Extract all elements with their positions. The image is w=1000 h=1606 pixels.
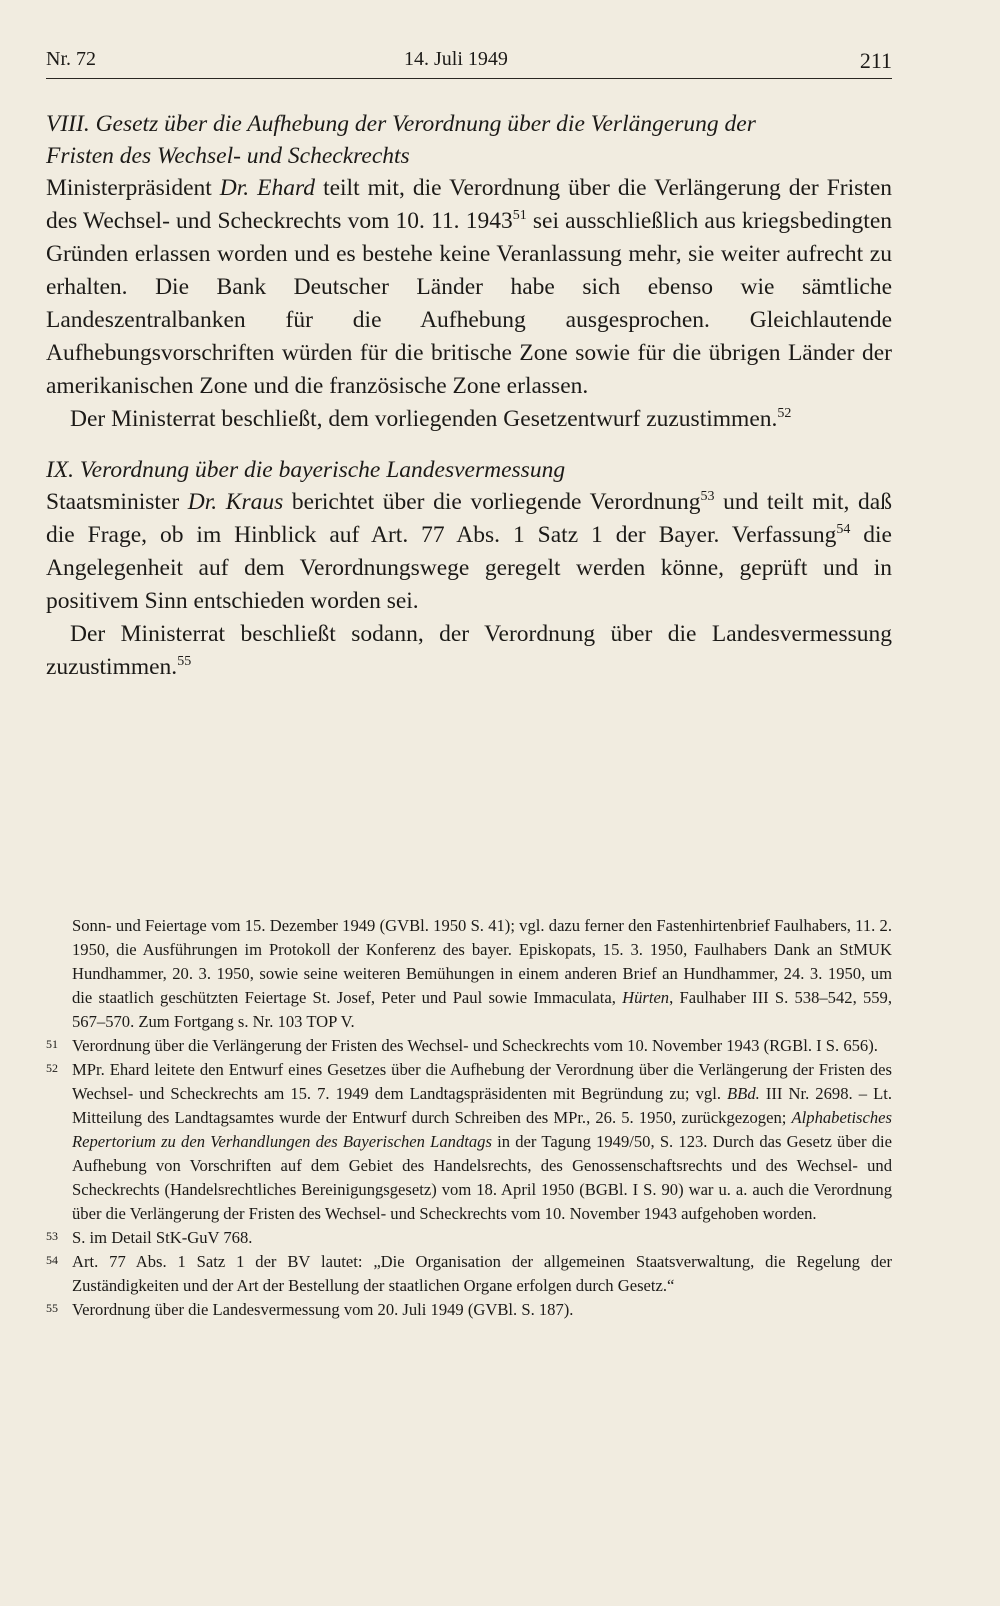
section-heading-ix: IX. Verordnung über die bayerische Landesvermessung (46, 457, 566, 483)
paragraph-decision-viii: Der Ministerrat beschließt, dem vorliegenden Gesetzentwurf zuzustimmen.$^{52}$ (70, 406, 792, 432)
footnote-continued: Sonn- und Feiertage vom 15. Dezember 1949 (GVBl. 1950 S. 41); vgl. dazu ferner den Fastenhirtenbrief Faulhabers, 11. 2. 1950, die Ausführungen im Protokoll der Konferenz des bayer. Episkopats, 15. 3. 1950, Faulhabers Dank an StMUK Hundhammer, 20. 3. 1950, sowie seine weiteren Bemühungen in einem anderen Brief an Hundhammer, 24. 3. 1950, um die staatlich geschützten Feiertage St. Josef, Peter und Paul sowie Immaculata, Hürten, Faulhaber III S. 538–542, 559, 567–570. Zum Fortgang s. Nr. 103 TOP V. (72, 916, 892, 1031)
section-heading-viii: VIII. Gesetz über die Aufhebung der Verordnung über die Verlängerung der Fristen des Wechsel- und Scheckrechts (46, 111, 756, 169)
footnote-51: 51 Verordnung über die Verlängerung der Fristen des Wechsel- und Scheckrechts vom 10. November 1943 (RGBl. I S. 656). (46, 1034, 892, 1058)
main-text (46, 108, 892, 684)
page-number: 211 (859, 48, 892, 73)
running-head (46, 44, 892, 79)
person-name: Dr. Ehard (219, 175, 316, 201)
footnote-number: 52 (46, 1061, 58, 1075)
person-name: Dr. Kraus (187, 489, 284, 515)
footnote-number: 51 (46, 1037, 58, 1051)
footnote-ref-51[interactable]: 51 (512, 208, 527, 223)
footnote-53: 53 S. im Detail StK-GuV 768. (46, 1226, 892, 1250)
footnote-ref-55[interactable]: 55 (177, 654, 192, 669)
document-date: 14. Juli 1949 (404, 48, 508, 70)
footnotes (46, 914, 892, 1322)
footnote-ref-54[interactable]: 54 (836, 522, 851, 537)
footnote-ref-52[interactable]: 52 (777, 406, 792, 421)
footnote-54: 54 Art. 77 Abs. 1 Satz 1 der BV lautet: „Die Organisation der allgemeinen Staatsverwaltung, die Regelung der Zuständigkeiten und der Art der Bestellung der staatlichen Organe erfolgen durch Gesetz.“ (46, 1250, 892, 1298)
paragraph-ehard: Ministerpräsident Dr. Ehard teilt mit, die Verordnung über die Verlängerung der Fristen des Wechsel- und Scheckrechts vom 10. 11. 1943$^{51}$ sei ausschließlich aus kriegsbedingten Gründen erlassen worden und es bestehe keine Veranlassung mehr, sie weiter aufrecht zu erhalten. Die Bank Deutscher Länder habe sich ebenso wie sämtliche Landeszentralbanken für die Aufhebung ausgesprochen. Gleichlautende Aufhebungsvorschriften würden für die britische Zone sowie für die übrigen Länder der amerikanischen Zone und die französische Zone erlassen. (46, 175, 893, 399)
paragraph-decision-ix: Der Ministerrat beschließt sodann, der Verordnung über die Landesvermessung zuzustimmen.$^{55}$ (46, 621, 892, 680)
document-number: Nr. 72 (46, 48, 96, 70)
footnote-55: 55 Verordnung über die Landesvermessung vom 20. Juli 1949 (GVBl. S. 187). (46, 1298, 892, 1322)
footnote-number: 53 (46, 1229, 58, 1243)
footnote-ref-53[interactable]: 53 (700, 489, 715, 504)
footnote-number: 55 (46, 1301, 58, 1315)
footnote-52: 52 MPr. Ehard leitete den Entwurf eines Gesetzes über die Aufhebung der Verordnung über die Verlängerung der Fristen des Wechsel- und Scheckrechts am 15. 7. 1949 dem Landtagspräsidenten mit Begründung zu; vgl. BBd. III Nr. 2698. – Lt. Mitteilung des Landtagsamtes wurde der Entwurf durch Schreiben des MPr., 26. 5. 1950, zurückgezogen; Alphabetisches Repertorium zu den Verhandlungen des Bayerischen Landtags in der Tagung 1949/50, S. 123. Durch das Gesetz über die Aufhebung von Vorschriften auf dem Gebiet des Handelsrechts, des Genossenschaftsrechts und des Wechsel- und Scheckrechts (Handelsrechtliches Bereinigungsgesetz) vom 18. April 1950 (BGBl. I S. 90) war u. a. auch die Verordnung über die Verlängerung der Fristen des Wechsel- und Scheckrechts vom 10. November 1943 aufgehoben worden. (46, 1058, 892, 1226)
footnote-number: 54 (46, 1253, 58, 1267)
paragraph-kraus: Staatsminister Dr. Kraus berichtet über die vorliegende Verordnung$^{53}$ und teilt mit, daß die Frage, ob im Hinblick auf Art. 77 Abs. 1 Satz 1 der Bayer. Verfassung$^{54}$ die Angelegenheit auf dem Verordnungswege geregelt werden könne, geprüft und in positivem Sinn entschieden worden sei. (46, 489, 892, 614)
